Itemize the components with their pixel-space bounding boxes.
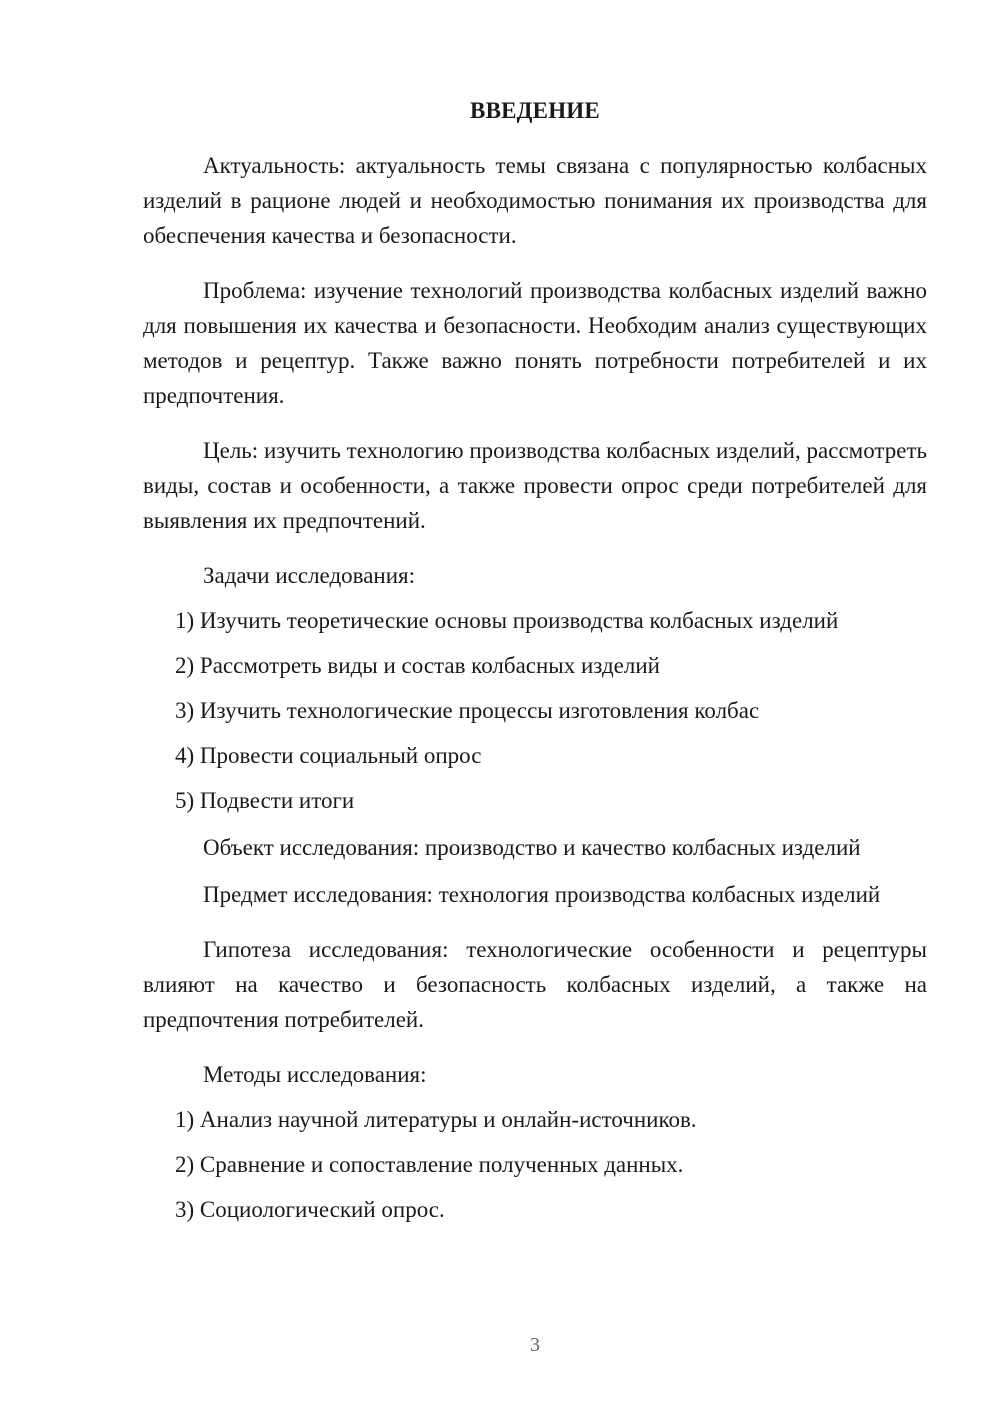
list-item: 3) Изучить технологические процессы изготовления колбас: [175, 698, 760, 723]
problem-paragraph: Проблема: изучение технологий производства колбасных изделий важно для повышения их качества и безопасности. Необходим анализ существующих методов и рецептур. Также важно понять потребности потребителей и их предпочтения.: [143, 278, 927, 408]
list-item: 1) Изучить теоретические основы производства колбасных изделий: [175, 608, 839, 633]
list-item: 1) Анализ научной литературы и онлайн-источников.: [175, 1107, 697, 1132]
page-number: 3: [530, 1334, 540, 1356]
goal-paragraph: Цель: изучить технологию производства колбасных изделий, рассмотреть виды, состав и особенности, а также провести опрос среди потребителей для выявления их предпочтений.: [143, 438, 927, 533]
list-item: 2) Сравнение и сопоставление полученных данных.: [175, 1152, 684, 1177]
methods-heading: Методы исследования:: [203, 1062, 427, 1087]
hypothesis-paragraph: Гипотеза исследования: технологические особенности и рецептуры влияют на качество и безопасность колбасных изделий, а также на предпочтения потребителей.: [143, 937, 927, 1032]
list-item: 3) Социологический опрос.: [175, 1197, 445, 1222]
methods-list: [143, 1102, 927, 1227]
list-item: 4) Провести социальный опрос: [175, 743, 482, 768]
object-paragraph: Объект исследования: производство и качество колбасных изделий: [203, 835, 861, 860]
list-item: 5) Подвести итоги: [175, 788, 355, 813]
relevance-paragraph: Актуальность: актуальность темы связана с популярностью колбасных изделий в рационе людей и необходимостью понимания их производства для обеспечения качества и безопасности.: [143, 153, 927, 248]
section-title: ВВЕДЕНИЕ: [470, 98, 600, 123]
subject-paragraph: Предмет исследования: технология производства колбасных изделий: [203, 882, 881, 907]
list-item: 2) Рассмотреть виды и состав колбасных изделий: [175, 653, 660, 678]
document-body: [143, 96, 927, 1239]
tasks-list: [143, 603, 927, 818]
tasks-heading: Задачи исследования:: [203, 563, 416, 588]
